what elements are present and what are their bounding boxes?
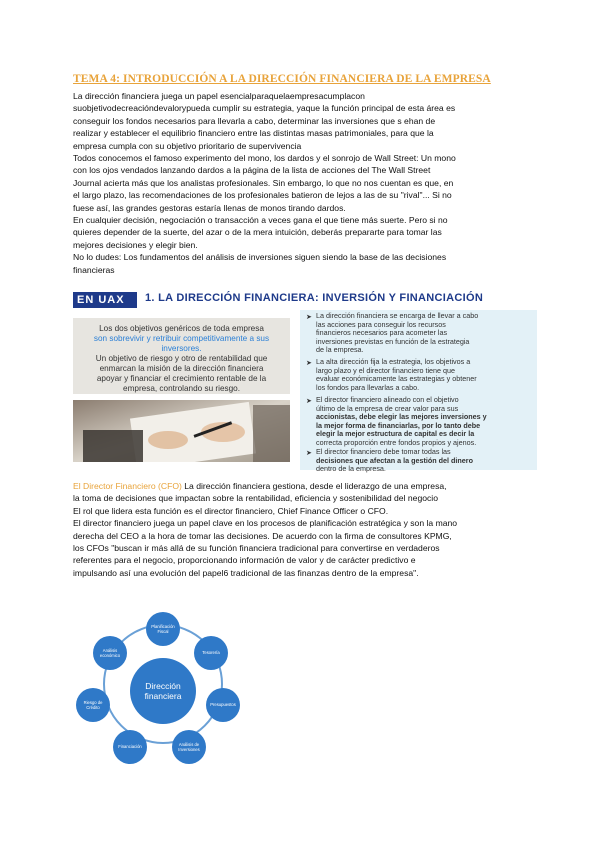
cfo-paragraph [73, 480, 533, 579]
text-line: con los ojos vendados lanzando dardos a la página de la lista de acciones del The Wall Street [73, 165, 431, 176]
diagram-center: Dirección financiera [130, 658, 196, 724]
diagram-node: Análisis de Inversiones [172, 730, 206, 764]
intro-paragraph [73, 90, 533, 276]
text-line: referentes para el negocio, proporcionando información de valor y de carácter predictivo e [73, 555, 416, 566]
bullet-line: la mejor forma de financiarlas, por lo tanto debe [316, 420, 481, 430]
text-line: El rol que lidera esta función es el director financiero, Chief Finance Officer o CFO. [73, 505, 389, 516]
diagram-node: Tesorería [194, 636, 228, 670]
text-line: la toma de decisiones que impactan sobre la rentabilidad, eficiencia y sostenibilidad del negocio [73, 493, 438, 504]
diagram-node: Financiación [113, 730, 147, 764]
text-line: La dirección financiera juega un papel esencialparaquelaempresacumplacon [73, 91, 365, 101]
box-line: Un objetivo de riesgo y otro de rentabilidad que [95, 354, 268, 363]
diagram-node: Análisis económico [93, 636, 127, 670]
text-line: mejores decisiones y elegir bien. [73, 239, 198, 250]
bullet-line: El director financiero debe tomar todas las [316, 447, 451, 456]
box-line: inversores. [161, 344, 202, 353]
bullet-line: último de la empresa de crear valor para sus [316, 403, 459, 413]
text-line: derecha del CEO a la hora de tomar las decisiones. De acuerdo con la firma de consultores KPMG, [73, 530, 452, 541]
page-title: TEMA 4: INTRODUCCIÓN A LA DIRECCIÓN FINANCIERA DE LA EMPRESA [73, 73, 491, 85]
section-banner [73, 290, 533, 310]
objectives-box [73, 318, 290, 394]
bullet-line: decisiones que afectan a la gestión del dinero [316, 455, 473, 465]
text-line: fuese así, las grandes gestoras estaría llenas de monos tirando dardos. [73, 202, 346, 213]
arrow-bullet-icon: ➤ [306, 312, 313, 321]
university-logo: EN UAX [73, 292, 137, 308]
bullet-line: elegir la mejor estructura de capital es decir la [316, 429, 475, 439]
text-line: El director financiero juega un papel clave en los procesos de planificación estratégica y son la mano [73, 518, 458, 529]
box-line: empresa, controlando su riesgo. [123, 384, 240, 393]
bullet-line: La dirección financiera se encarga de llevar a cabo [316, 311, 479, 320]
text-line: financieras [73, 264, 115, 275]
bullet-line: los fondos para llevarlas a cabo. [316, 382, 420, 392]
text-line: No lo dudes: Los fundamentos del análisis de inversiones siguen siendo la base de las decisiones [73, 252, 447, 263]
bullet-line: El director financiero alineado con el objetivo [316, 395, 459, 404]
bullet-line: financieros necesarios para acometer las [316, 328, 448, 338]
text-line: suobjetivodecreacióndevalorypueda cumplir su estrategia, yaque la función principal de esta área es [73, 103, 456, 114]
section-heading: 1. LA DIRECCIÓN FINANCIERA: INVERSIÓN Y FINANCIACIÓN [145, 292, 484, 304]
text-line: conseguir los fondos necesarios para llevarla a cabo, determinar las inversiones que s ehan de [73, 115, 436, 126]
text-line: quieres depender de la suerte, del azar o de la mera intuición, deberás prepararte para tomar las [73, 227, 442, 238]
box-line: enmarcan la misión de la dirección financiera [99, 364, 264, 373]
box-line: Los dos objetivos genéricos de toda empresa [99, 324, 264, 333]
cfo-responsibilities-box [300, 310, 537, 474]
text-line: empresa cumpla con su objetivo prioritario de supervivencia [73, 140, 302, 151]
text-line [73, 480, 533, 492]
text-line: los CFOs "buscan ir más allá de su función financiera tradicional para convertirse en verdaderos [73, 543, 440, 554]
bullet-line: largo plazo y el director financiero tiene que [316, 365, 456, 375]
bullet-line: las acciones para conseguir los recursos [316, 319, 446, 329]
text-line: Todos conocemos el famoso experimento del mono, los dardos y el sonrojo de Wall Street: Un mono [73, 153, 456, 164]
bullet-line: evaluar económicamente las estrategias y obtener [316, 374, 477, 384]
office-photo [73, 400, 290, 462]
bullet-line: inversiones previstas en función de la estrategia [316, 336, 470, 346]
text-line: Journal acierta más que los analistas profesionales. Sin embargo, lo que no nos cuentan es que, en [73, 177, 454, 188]
text-line: realizar y establecer el equilibrio financiero entre las distintas masas patrimoniales, para que la [73, 128, 434, 139]
text-line: impulsando así una evolución del papel6 tradicional de las finanzas dentro de la empresa". [73, 567, 419, 578]
text-line: el largo plazo, las recomendaciones de los profesionales batieron de lejos a las de su "rival"... Si no [73, 190, 452, 201]
diagram-node: Planificación Fiscal [146, 612, 180, 646]
text-line: En cualquier decisión, negociación o transacción a veces gana el que tiene más suerte. Pero si no [73, 215, 448, 226]
arrow-bullet-icon: ➤ [306, 448, 313, 457]
arrow-bullet-icon: ➤ [306, 358, 313, 367]
finance-functions-diagram [73, 612, 253, 762]
bullet-line: correcta proporción entre fondos propios y ajenos. [316, 438, 477, 447]
bullet-line: de la empresa. [316, 345, 364, 355]
cfo-first-line: La dirección financiera gestiona, desde el liderazgo de una empresa, [181, 481, 447, 491]
box-line: son sobrevivir y retribuir competitivamente a sus [93, 334, 270, 343]
box-line: apoyar y financiar el crecimiento rentable de la [96, 374, 267, 383]
photo-illustration [73, 400, 290, 462]
diagram-node: Riesgo de Crédito [76, 688, 110, 722]
bullet-line: dentro de la empresa. [316, 464, 386, 474]
bullet-line: La alta dirección fija la estrategia, los objetivos a [316, 357, 471, 366]
cfo-label: El Director Financiero (CFO) [73, 481, 182, 491]
arrow-bullet-icon: ➤ [306, 396, 313, 405]
bullet-line: accionistas, debe elegir las mejores inversiones y [316, 412, 487, 422]
diagram-node: Presupuestos [206, 688, 240, 722]
